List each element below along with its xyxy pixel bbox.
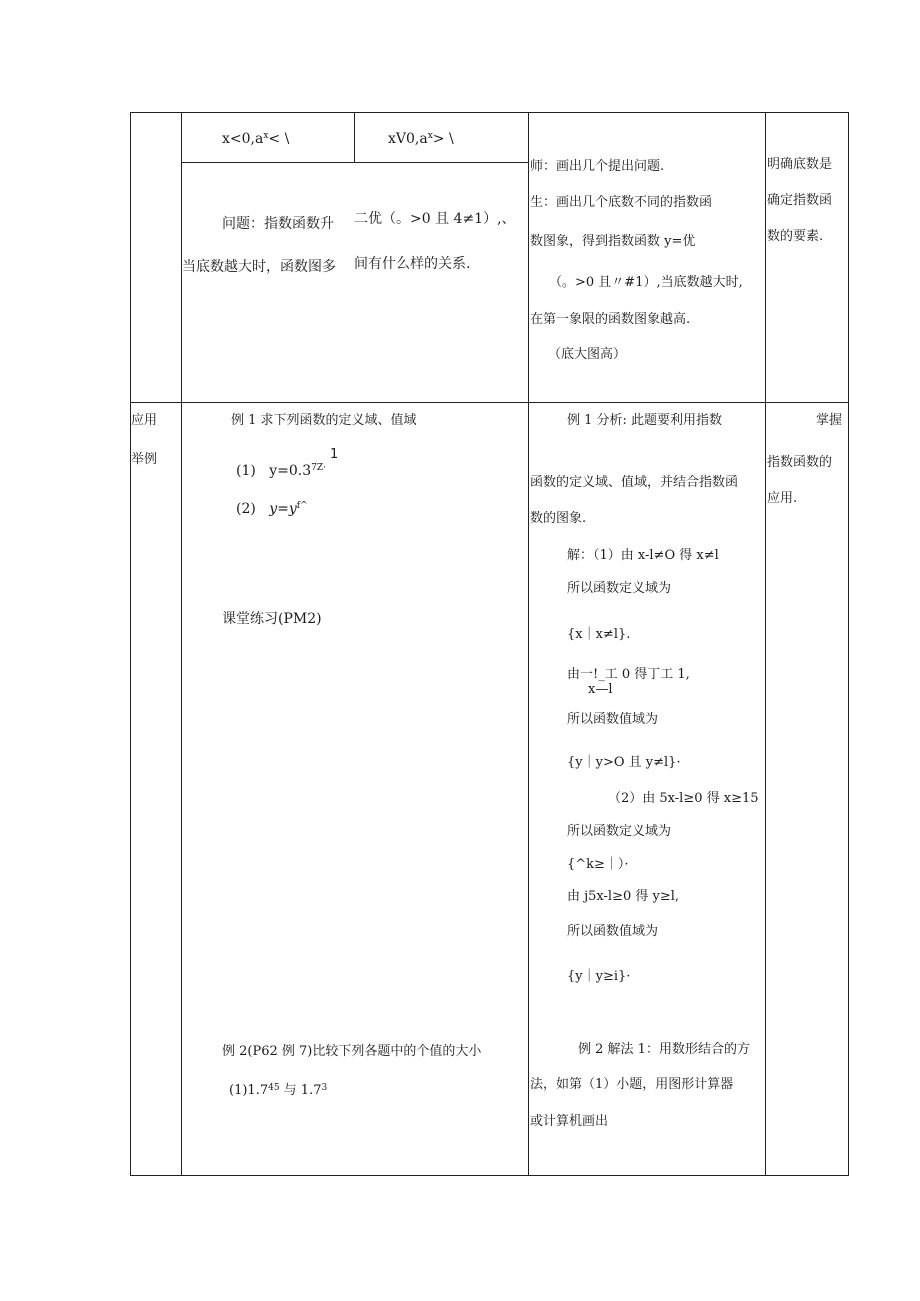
case-a-base: x<0,a <box>222 131 264 147</box>
example1-item2-num: (2) <box>236 501 256 517</box>
teacher-line-1: 师：画出几个提出问题. <box>530 159 665 174</box>
case-x-less-zero <box>222 130 289 148</box>
purpose2-line-2: 指数函数的 <box>767 455 833 470</box>
example1-title: 例 1 求下列函数的定义域、值域 <box>231 413 417 428</box>
teacher-line-5: 在第一象限的函数图象越高. <box>530 312 691 327</box>
example2-item-b-sup: 3 <box>321 1083 328 1093</box>
teacher-line-6: （底大图高） <box>548 347 627 362</box>
table-left-border <box>130 112 131 1176</box>
analysis-line-5: 所以函数定义域为 <box>567 581 672 596</box>
analysis-line-18: 法，如第（1）小题，用图形计算器 <box>530 1077 734 1092</box>
analysis-line-10: {y｜y>O 且 y≠l}· <box>567 755 681 770</box>
example2-item <box>229 1082 327 1100</box>
case-a-sup: x <box>263 131 269 141</box>
case-b-rest: > \ <box>432 131 454 147</box>
analysis-line-4: 解：（1）由 x-l≠O 得 x≠l <box>567 548 719 563</box>
purpose2-line-3: 应用. <box>767 491 798 506</box>
row-divider <box>130 402 849 403</box>
section-label-1: 应用 <box>131 413 158 428</box>
purpose-line-3: 数的要素. <box>767 229 824 244</box>
example1-item1-frac: 1 <box>330 447 339 462</box>
question-line2-left: 当底数越大时，函数图多 <box>182 259 336 275</box>
purpose-line-1: 明确底数是 <box>767 157 833 172</box>
analysis-line-3: 数的图象. <box>530 511 587 526</box>
analysis-line-13: {^k≥｜）· <box>567 857 629 872</box>
example1-item1-base: y=0.3 <box>269 463 312 479</box>
practice-label: 课堂练习(PM2) <box>222 611 322 627</box>
analysis-line-7: 由一!_工 0 得丁工 1, <box>567 667 690 682</box>
question-line1-left: 问题：指数函数升 <box>222 216 334 232</box>
row1-col2-split <box>354 112 355 162</box>
example1-item1-num: (1) <box>236 463 256 479</box>
example1-item2-sup: f^ <box>296 501 308 511</box>
analysis-line-9: 所以函数值域为 <box>567 712 659 727</box>
example1-item1 <box>236 462 326 480</box>
question-line1-right: 二优（。>0 且 4≠1）,、 <box>354 211 516 227</box>
analysis-line-12: 所以函数定义域为 <box>567 824 672 839</box>
teacher-line-3: 数图象，得到指数函数 y=优 <box>530 234 696 249</box>
example2-item-a-sup: 45 <box>268 1083 280 1093</box>
example1-item2-expr: y=y <box>269 501 297 517</box>
analysis-line-19: 或计算机画出 <box>530 1114 609 1129</box>
analysis-line-6: {x｜x≠l}. <box>567 627 631 642</box>
row1-inner-divider <box>181 162 528 163</box>
case-a-rest: < \ <box>268 131 290 147</box>
example1-item2 <box>236 500 308 518</box>
analysis-line-2: 函数的定义域、值域，并结合指数函 <box>530 475 739 490</box>
analysis-line-11: （2）由 5x-l≥0 得 x≥15 <box>608 791 759 806</box>
table-top-border <box>130 112 849 113</box>
table-right-border <box>848 112 849 1176</box>
analysis-line-1: 例 1 分析: 此题要利用指数 <box>567 413 723 428</box>
col2-divider <box>528 112 529 1176</box>
analysis-line-17: 例 2 解法 1：用数形结合的方 <box>578 1042 750 1057</box>
example2-item-b: 与 1.7 <box>279 1083 322 1098</box>
case-b-base: xV0,a <box>388 131 428 147</box>
section-label-2: 举例 <box>131 452 158 467</box>
question-line2-right: 间有什么样的关系. <box>354 256 471 272</box>
example1-item1-sup: 7Z· <box>311 463 326 473</box>
teacher-line-2: 生：画出几个底数不同的指数函 <box>530 195 713 210</box>
analysis-line-14: 由 j5x-l≥0 得 y≥l, <box>567 889 680 904</box>
analysis-line-15: 所以函数值域为 <box>567 924 659 939</box>
case-x-greater-zero <box>388 130 454 148</box>
example2-item-a: (1)1.7 <box>229 1083 269 1098</box>
purpose2-line-1: 掌握 <box>816 413 843 428</box>
table-bottom-border <box>130 1175 849 1176</box>
teacher-line-4: （。>0 且〃#1）,当底数越大时, <box>549 275 743 290</box>
col3-divider <box>765 112 766 1176</box>
purpose-line-2: 确定指数函 <box>767 193 833 208</box>
analysis-line-16: {y｜y≥i}· <box>567 969 631 984</box>
analysis-line-8: x—l <box>588 682 613 697</box>
example2-title: 例 2(P62 例 7)比较下列各题中的个值的大小 <box>222 1044 482 1059</box>
case-b-sup: x <box>427 131 433 141</box>
